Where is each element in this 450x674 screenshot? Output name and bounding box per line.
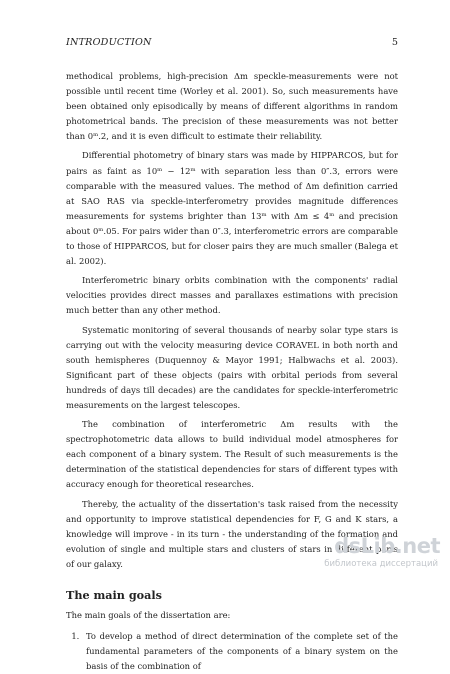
watermark — [310, 534, 440, 574]
watermark-subtitle: библиотека диссертаций — [324, 559, 438, 569]
paragraph-continued: methodical problems, high-precision Δm speckle-measurements were not possible until recent time (Worley et al. 2001). So, such measurements have been obtained only episodically by means of different algorithms in random photometrical bands. The precision of these measurements was not better than 0ᵐ.2, and it is even difficult to estimate their reliability. — [66, 71, 398, 142]
paragraph-combination: The combination of interferometric Δm results with the spectrophotometric data allows to build individual model atmospheres for each component of a binary system. The Result of such measurements is the determination of the statistical dependencies for stars of different types with accuracy enough for theoretical researches. — [66, 419, 398, 490]
goals-list — [66, 629, 398, 674]
section-heading: The main goals — [66, 588, 162, 602]
paragraph-photometry: Differential photometry of binary stars was made by HIPPARCOS, but for pairs as faint as 10ᵐ − 12ᵐ with separation less than 0″.3, errors were comparable with the measured values. The method of Δm definition carried at SAO RAS via speckle-interferometry provides magnitude differences measurements for systems brighter than 13ᵐ with Δm ≤ 4ᵐ and precision about 0ᵐ.05. For pairs wider than 0″.3, interferometric errors are comparable to those of HIPPARCOS, but for closer pairs they are much smaller (Balega et al. 2002). — [66, 150, 398, 267]
watermark-logo: dsLib.net — [334, 534, 440, 558]
section-intro: The main goals of the dissertation are: — [66, 610, 231, 620]
paragraph-actuality: Thereby, the actuality of the dissertation's task raised from the necessity and opportunity to improve statistical dependencies for F, G and K stars, a knowledge will improve - in its turn - the understanding of the formation and evolution of single and multiple stars and clusters of stars in different parts of our galaxy. — [66, 498, 398, 569]
page-number: 5 — [391, 37, 398, 48]
paragraph-orbits: Interferometric binary orbits combination with the components' radial velocities provides direct masses and parallaxes estimations with precision much better than any other method. — [66, 275, 398, 316]
document-body — [66, 69, 398, 674]
header-title: INTRODUCTION — [66, 37, 152, 48]
list-item: 1. To develop a method of direct determination of the complete set of the fundamental parameters of the components of a binary system on the basis of the combination of — [82, 629, 398, 674]
paragraph-monitoring: Systematic monitoring of several thousands of nearby solar type stars is carrying out with the velocity measuring device CORAVEL in both north and south hemispheres (Duquennoy & Mayor 1991; Halbwachs et al. 2003). Significant part of these objects (pairs with orbital periods from several hundreds of days till decades) are the candidates for speckle-interferometric measurements on the largest telescopes. — [66, 324, 398, 410]
